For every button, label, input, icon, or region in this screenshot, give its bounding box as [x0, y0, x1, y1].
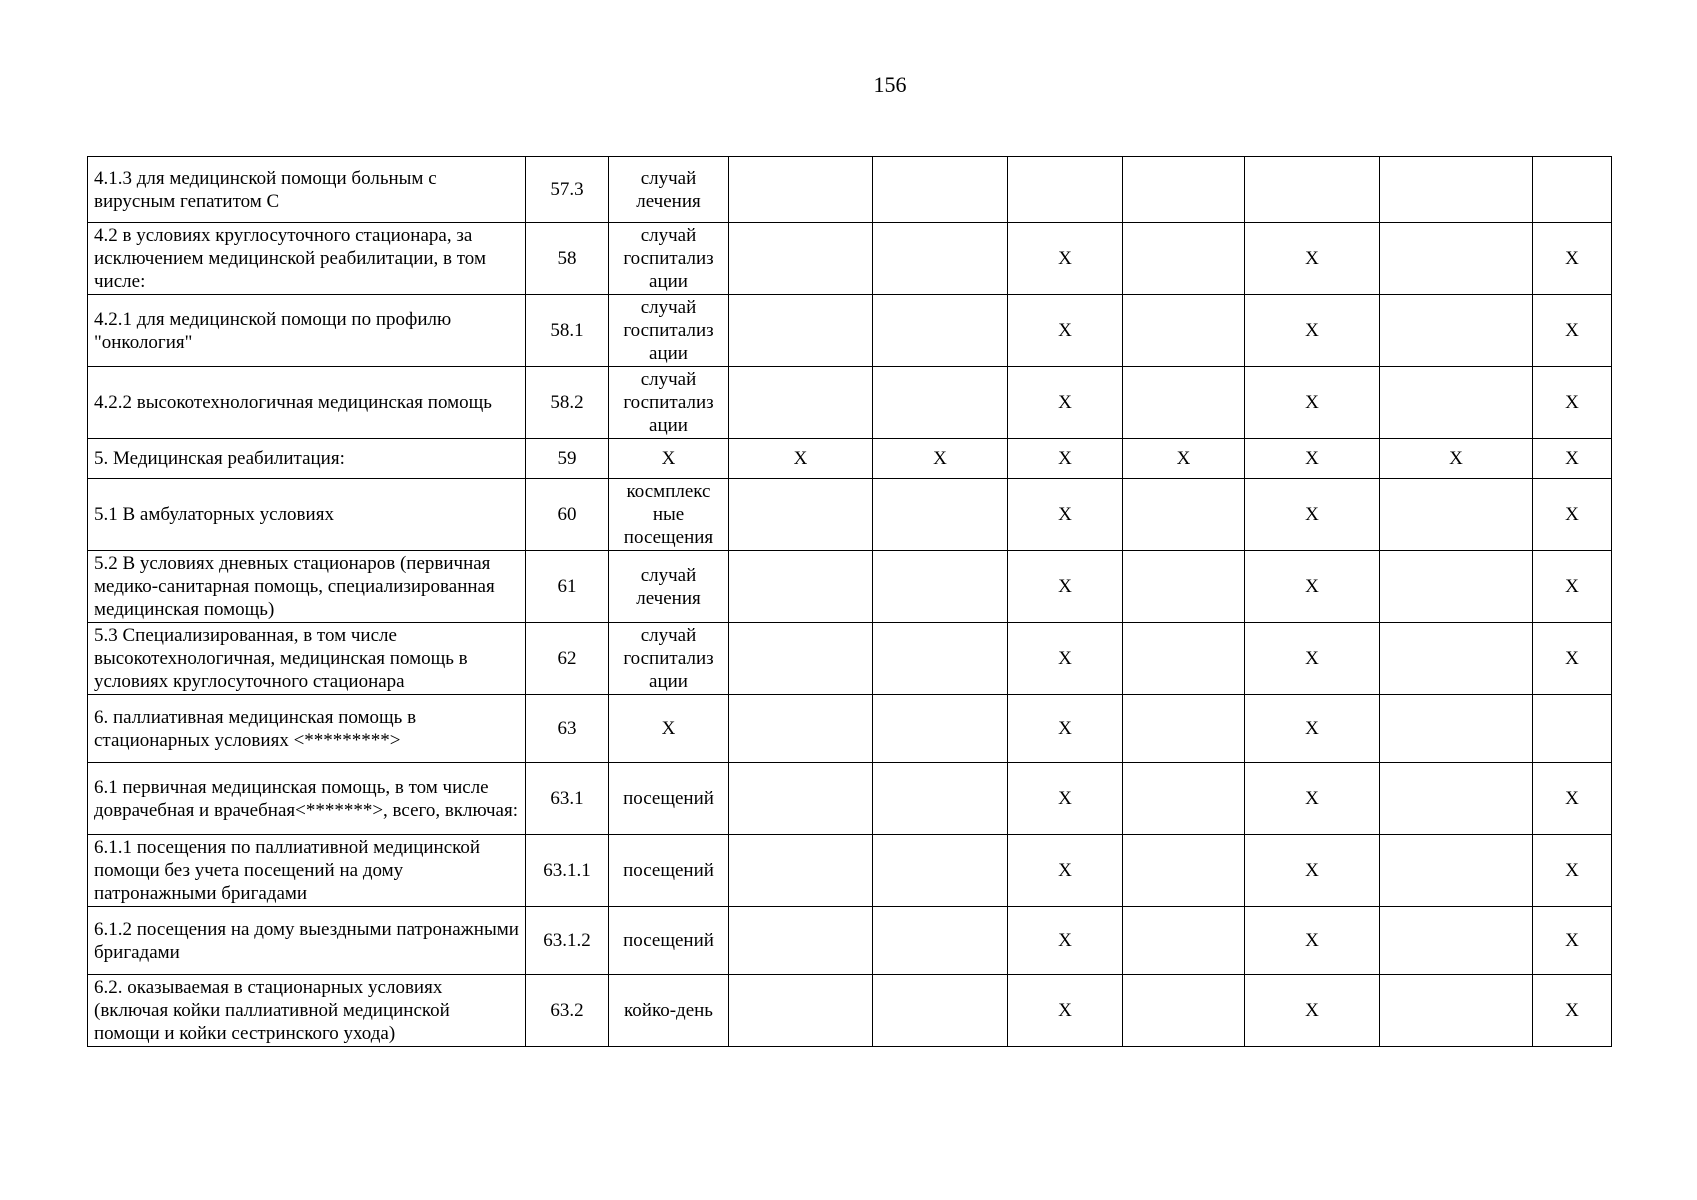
value-cell: X [1533, 479, 1612, 551]
row-code-cell: 61 [526, 551, 609, 623]
value-cell [1380, 367, 1533, 439]
value-cell: X [1008, 223, 1123, 295]
value-cell: X [1245, 367, 1380, 439]
row-name-cell: 4.2.1 для медицинской помощи по профилю "онкология" [88, 295, 526, 367]
row-unit-cell: случай лечения [609, 157, 729, 223]
value-cell: X [1533, 223, 1612, 295]
row-name-cell: 5.2 В условиях дневных стационаров (первичная медико-санитарная помощь, специализированная медицинская помощь) [88, 551, 526, 623]
value-cell: X [1245, 763, 1380, 835]
table-row [88, 157, 1612, 223]
value-cell [1380, 763, 1533, 835]
row-unit-cell: случай госпитализ ации [609, 223, 729, 295]
row-unit-cell: посещений [609, 763, 729, 835]
table-row [88, 623, 1612, 695]
value-cell [873, 763, 1008, 835]
row-name-cell: 5.1 В амбулаторных условиях [88, 479, 526, 551]
value-cell: X [1008, 623, 1123, 695]
value-cell [873, 835, 1008, 907]
value-cell [1123, 157, 1245, 223]
value-cell [729, 223, 873, 295]
row-name-cell: 4.2 в условиях круглосуточного стационара, за исключением медицинской реабилитации, в том числе: [88, 223, 526, 295]
table-row [88, 763, 1612, 835]
value-cell: X [1008, 551, 1123, 623]
table-row [88, 479, 1612, 551]
value-cell: X [1533, 763, 1612, 835]
row-code-cell: 63 [526, 695, 609, 763]
row-name-cell: 6.2. оказываемая в стационарных условиях (включая койки паллиативной медицинской помощи и койки сестринского ухода) [88, 975, 526, 1047]
value-cell [1380, 907, 1533, 975]
row-name-cell: 4.1.3 для медицинской помощи больным с вирусным гепатитом С [88, 157, 526, 223]
row-code-cell: 60 [526, 479, 609, 551]
value-cell: X [1008, 907, 1123, 975]
value-cell [729, 551, 873, 623]
value-cell: X [1533, 295, 1612, 367]
value-cell: X [1533, 907, 1612, 975]
value-cell [1123, 223, 1245, 295]
table-row [88, 975, 1612, 1047]
value-cell [729, 157, 873, 223]
value-cell: X [1008, 295, 1123, 367]
table-row [88, 439, 1612, 479]
value-cell [873, 551, 1008, 623]
row-unit-cell: случай госпитализ ации [609, 367, 729, 439]
value-cell: X [1245, 295, 1380, 367]
row-name-cell: 5.3 Специализированная, в том числе высокотехнологичная, медицинская помощь в условиях круглосуточного стационара [88, 623, 526, 695]
value-cell: X [1245, 439, 1380, 479]
value-cell [1533, 157, 1612, 223]
value-cell [873, 295, 1008, 367]
value-cell [1123, 623, 1245, 695]
value-cell [729, 763, 873, 835]
value-cell: X [1245, 623, 1380, 695]
value-cell [1123, 975, 1245, 1047]
value-cell [873, 695, 1008, 763]
value-cell: X [1245, 835, 1380, 907]
row-code-cell: 63.1.2 [526, 907, 609, 975]
value-cell: X [1008, 763, 1123, 835]
row-unit-cell: койко-день [609, 975, 729, 1047]
value-cell [729, 623, 873, 695]
value-cell [873, 367, 1008, 439]
row-unit-cell: космплекс ные посещения [609, 479, 729, 551]
row-code-cell: 59 [526, 439, 609, 479]
row-code-cell: 57.3 [526, 157, 609, 223]
value-cell: X [1008, 439, 1123, 479]
row-unit-cell: X [609, 439, 729, 479]
row-code-cell: 58 [526, 223, 609, 295]
row-name-cell: 4.2.2 высокотехнологичная медицинская помощь [88, 367, 526, 439]
value-cell: X [1533, 367, 1612, 439]
value-cell: X [1533, 975, 1612, 1047]
value-cell: X [1245, 479, 1380, 551]
value-cell [873, 975, 1008, 1047]
value-cell: X [729, 439, 873, 479]
row-name-cell: 6. паллиативная медицинская помощь в стационарных условиях <*********> [88, 695, 526, 763]
row-code-cell: 62 [526, 623, 609, 695]
value-cell [1380, 157, 1533, 223]
value-cell [1123, 695, 1245, 763]
row-code-cell: 63.2 [526, 975, 609, 1047]
value-cell [873, 223, 1008, 295]
value-cell [1380, 835, 1533, 907]
row-name-cell: 6.1.2 посещения на дому выездными патронажными бригадами [88, 907, 526, 975]
value-cell [1123, 907, 1245, 975]
value-cell [1008, 157, 1123, 223]
table-row [88, 223, 1612, 295]
row-code-cell: 63.1 [526, 763, 609, 835]
value-cell [873, 907, 1008, 975]
value-cell [1380, 695, 1533, 763]
value-cell: X [1380, 439, 1533, 479]
row-unit-cell: случай госпитализ ации [609, 295, 729, 367]
value-cell [729, 907, 873, 975]
row-unit-cell: посещений [609, 835, 729, 907]
row-code-cell: 58.1 [526, 295, 609, 367]
value-cell: X [1245, 907, 1380, 975]
value-cell: X [1533, 551, 1612, 623]
value-cell [729, 367, 873, 439]
value-cell [1380, 975, 1533, 1047]
table-row [88, 695, 1612, 763]
row-code-cell: 58.2 [526, 367, 609, 439]
value-cell [873, 479, 1008, 551]
table-row [88, 367, 1612, 439]
table-row [88, 551, 1612, 623]
row-unit-cell: случай госпитализ ации [609, 623, 729, 695]
value-cell: X [1123, 439, 1245, 479]
value-cell: X [1245, 223, 1380, 295]
value-cell [1380, 295, 1533, 367]
value-cell: X [1008, 367, 1123, 439]
value-cell [1245, 157, 1380, 223]
value-cell [1380, 479, 1533, 551]
value-cell: X [873, 439, 1008, 479]
value-cell: X [1245, 551, 1380, 623]
row-code-cell: 63.1.1 [526, 835, 609, 907]
row-unit-cell: случай лечения [609, 551, 729, 623]
value-cell [873, 623, 1008, 695]
value-cell [729, 835, 873, 907]
value-cell: X [1008, 695, 1123, 763]
row-unit-cell: X [609, 695, 729, 763]
value-cell: X [1008, 479, 1123, 551]
row-unit-cell: посещений [609, 907, 729, 975]
row-name-cell: 5. Медицинская реабилитация: [88, 439, 526, 479]
page-number: 156 [873, 72, 907, 97]
value-cell [1123, 763, 1245, 835]
value-cell [873, 157, 1008, 223]
row-name-cell: 6.1.1 посещения по паллиативной медицинской помощи без учета посещений на дому патронажными бригадами [88, 835, 526, 907]
row-name-cell: 6.1 первичная медицинская помощь, в том числе доврачебная и врачебная<*******>, всего, включая: [88, 763, 526, 835]
value-cell [1123, 835, 1245, 907]
table-row [88, 295, 1612, 367]
value-cell [729, 695, 873, 763]
value-cell: X [1533, 623, 1612, 695]
value-cell [729, 975, 873, 1047]
value-cell [729, 479, 873, 551]
value-cell [1533, 695, 1612, 763]
table-row [88, 835, 1612, 907]
value-cell [1380, 551, 1533, 623]
value-cell: X [1008, 975, 1123, 1047]
value-cell: X [1533, 835, 1612, 907]
value-cell: X [1245, 695, 1380, 763]
value-cell: X [1533, 439, 1612, 479]
value-cell [1380, 623, 1533, 695]
data-table [87, 156, 1612, 1047]
value-cell [1123, 295, 1245, 367]
value-cell: X [1245, 975, 1380, 1047]
value-cell [729, 295, 873, 367]
value-cell [1123, 479, 1245, 551]
table-row [88, 907, 1612, 975]
value-cell: X [1008, 835, 1123, 907]
value-cell [1123, 367, 1245, 439]
value-cell [1380, 223, 1533, 295]
value-cell [1123, 551, 1245, 623]
